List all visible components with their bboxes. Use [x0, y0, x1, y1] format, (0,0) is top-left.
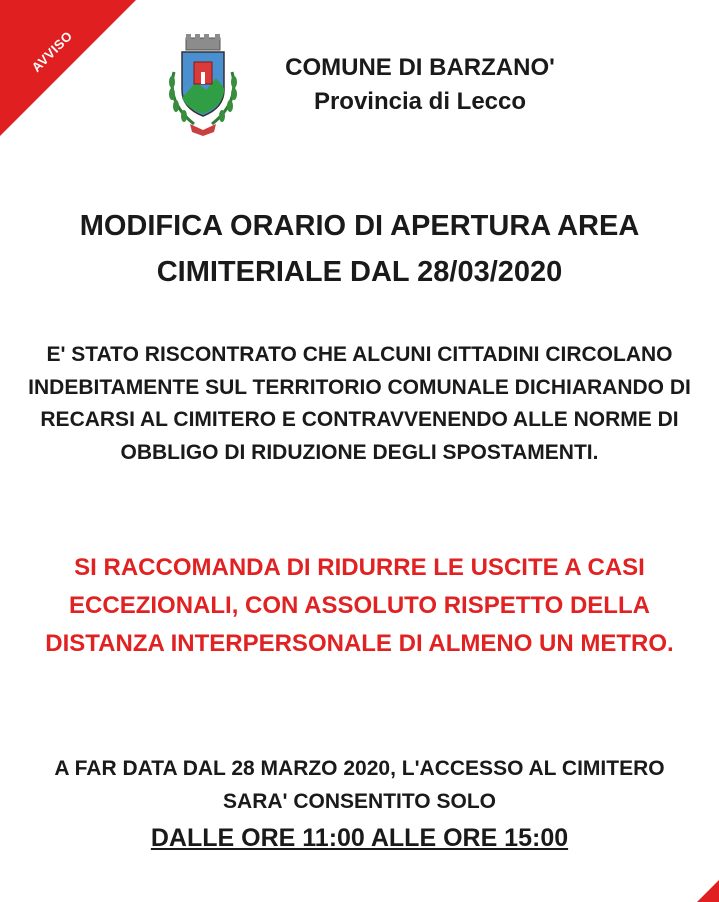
avviso-label: AVVISO	[28, 28, 76, 75]
notice-paragraph-recommendation: SI RACCOMANDA DI RIDURRE LE USCITE A CASI ECCEZIONALI, CON ASSOLUTO RISPETTO DELLA DISTANZA INTERPERSONALE DI ALMENO UN METRO.	[45, 554, 674, 657]
corner-ribbon-bottom	[697, 880, 719, 902]
coat-of-arms-icon	[160, 32, 246, 138]
notice-title: MODIFICA ORARIO DI APERTURA AREA CIMITERIALE DAL 28/03/2020	[79, 210, 640, 288]
notice-paragraph-access	[20, 753, 699, 858]
corner-ribbon	[0, 0, 136, 136]
opening-hours: DALLE ORE 11:00 ALLE ORE 15:00	[150, 824, 569, 852]
notice-paragraph-situation: E' STATO RISCONTRATO CHE ALCUNI CITTADINI CIRCOLANO INDEBITAMENTE SUL TERRITORIO COMUNALE DICHIARANDO DI RECARSI AL CIMITERO E CONTRAVVENENDO ALLE NORME DI OBBLIGO DI RIDUZIONE DEGLI SPOSTAMENTI.	[28, 343, 691, 464]
province-name: Provincia di Lecco	[313, 88, 527, 115]
municipality-name: COMUNE DI BARZANO'	[285, 54, 555, 81]
access-text: A FAR DATA DAL 28 MARZO 2020, L'ACCESSO AL CIMITERO SARA' CONSENTITO SOLO	[54, 757, 665, 813]
header	[270, 52, 570, 120]
